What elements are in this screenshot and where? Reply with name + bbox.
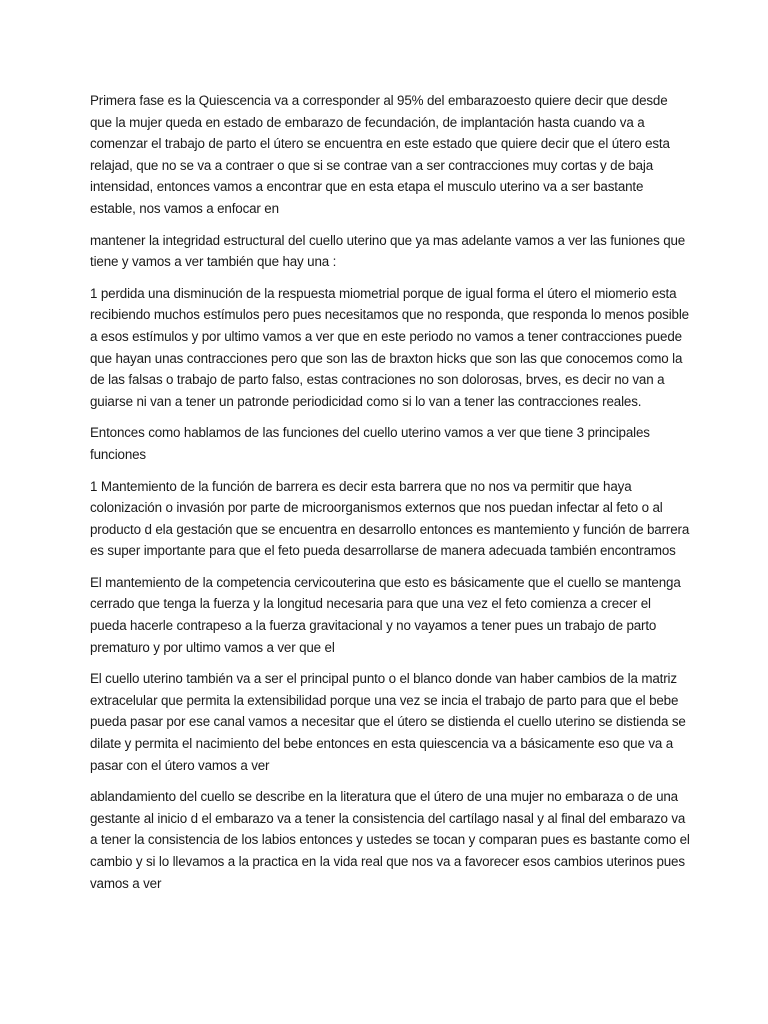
paragraph-5: 1 Mantemiento de la función de barrera es decir esta barrera que no nos va permitir que haya colonización o invasión por parte de microorganismos externos que nos puedan infectar al feto o al producto d ela gestación que se encuentra en desarrollo entonces es mantemiento y función de barrera es super importante para que el feto pueda desarrollarse de manera adecuada también encontramos [90,478,690,559]
document-page [90,90,690,904]
paragraph-2: mantener la integridad estructural del cuello uterino que ya mas adelante vamos a ver las funiones que tiene y vamos a ver también que hay una : [90,232,686,270]
paragraph-7: El cuello uterino también va a ser el principal punto o el blanco donde van haber cambios de la matriz extracelular que permita la extensibilidad porque una vez se incia el trabajo de parto para que el bebe pueda pasar por ese canal vamos a necesitar que el útero se distienda el cuello uterino se distienda se dilate y permita el nacimiento del bebe entonces en esta quiescencia va a básicamente eso que va a pasar con el útero vamos a ver [90,671,686,773]
paragraph-4: Entonces como hablamos de las funciones del cuello uterino vamos a ver que tiene 3 principales funciones [90,425,650,462]
paragraph-3: 1 perdida una disminución de la respuesta miometrial porque de igual forma el útero el miomerio esta recibiendo muchos estímulos pero pues necesitamos que no responda, que responda lo menos posible a esos estímulos y por ultimo vamos a ver que en este periodo no vamos a tener contracciones puede que hayan unas contracciones pero que son las de braxton hicks que son las que conocemos como la de las falsas o trabajo de parto falso, estas contraciones no son dolorosas, brves, es decir no van a guiarse ni van a tener un patronde periodicidad como si lo van a tener las contracciones reales. [90,285,689,409]
paragraph-6: El mantemiento de la competencia cervicouterina que esto es básicamente que el cuello se mantenga cerrado que tenga la fuerza y la longitud necesaria para que una vez el feto comienza a crecer el pueda hacerle contrapeso a la fuerza gravitacional y no vayamos a tener pues un trabajo de parto prematuro y por ultimo vamos a ver que el [90,574,681,655]
paragraph-8: ablandamiento del cuello se describe en la literatura que el útero de una mujer no embaraza o de una gestante al inicio d el embarazo va a tener la consistencia del cartílago nasal y al final del embarazo va a tener la consistencia de los labios entonces y ustedes se tocan y comparan pues es bastante como el cambio y si lo llevamos a la practica en la vida real que nos va a favorecer esos cambios uterinos pues vamos a ver [90,789,690,891]
paragraph-1: Primera fase es la Quiescencia va a corresponder al 95% del embarazoesto quiere decir que desde que la mujer queda en estado de embarazo de fecundación, de implantación hasta cuando va a comenzar el trabajo de parto el útero se encuentra en este estado que quiere decir que el útero esta relajad, que no se va a contraer o que si se contrae van a ser contracciones muy cortas y de baja intensidad, entonces vamos a encontrar que en esta etapa el musculo uterino va a ser bastante estable, nos vamos a enfocar en [90,93,670,216]
